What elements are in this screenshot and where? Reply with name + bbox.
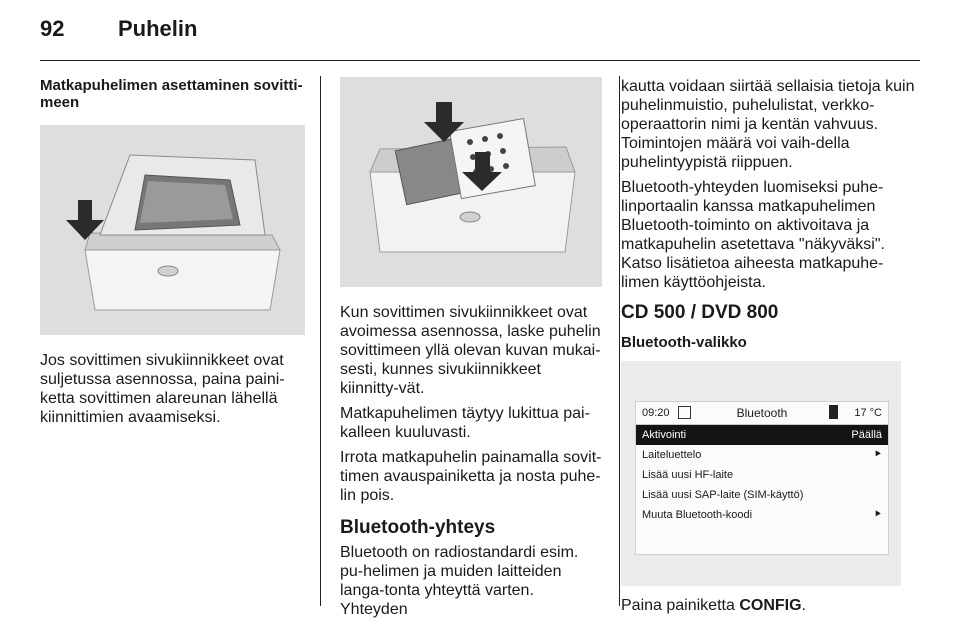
paragraph-open-clips: Jos sovittimen sivukiinnikkeet ovat suljetussa asennossa, paina paini-ketta sovittimen alareunan lähellä kiinnittimien avaamiseksi. (40, 352, 285, 426)
menu-title: Bluetooth (736, 406, 788, 420)
phone-insert-illustration (340, 77, 602, 287)
menu-item-value: Päällä (851, 429, 882, 441)
figure-phone-holder-closed (40, 125, 305, 335)
menu-item-activation[interactable] (636, 425, 888, 445)
chevron-right-icon: ⯈ (873, 449, 882, 461)
phone-holder-illustration (40, 125, 305, 335)
subheading-phone-insertion: Matkapuhelimen asettaminen sovitti-meen (40, 77, 303, 111)
menu-item-change-code[interactable] (636, 505, 888, 525)
column-3 (621, 77, 917, 621)
section-heading-bluetooth: Bluetooth-yhteys (340, 517, 496, 538)
menu-item-add-hf-device[interactable] (636, 465, 888, 485)
menu-item-device-list[interactable] (636, 445, 888, 465)
column-divider-2 (619, 76, 620, 606)
bluetooth-menu-figure (621, 361, 901, 586)
paragraph-bluetooth-connect: Bluetooth-yhteyden luomiseksi puhe-linportaalin kanssa matkapuhelimen Bluetooth-toiminto on aktivoitava ja matkapuhelin asetettava "näkyväksi". Katso lisätietoa aiheesta matkapuhe-limen käyttöohjeista. (621, 179, 885, 291)
chapter-title: Puhelin (118, 16, 198, 41)
menu-item-label: Laiteluettelo (642, 449, 702, 461)
bluetooth-menu-screen (635, 401, 889, 555)
phone-icon (829, 405, 838, 419)
menu-item-label: Aktivointi (642, 429, 687, 441)
menu-temperature: 17 °C (854, 407, 882, 419)
menu-status-bar (636, 402, 888, 425)
column-1 (40, 77, 305, 433)
paragraph-lower-phone: Kun sovittimen sivukiinnikkeet ovat avoimessa asennossa, laske puhelin sovittimeen yllä olevan kuvan mukai-sesti, kunnes sivukiinnikkeet kiinnitty-vät. (340, 304, 601, 397)
press-instruction: Paina painiketta (621, 597, 740, 614)
figure-phone-holder-open (340, 77, 602, 287)
paragraph-phone-lock: Matkapuhelimen täytyy lukittua pai-kalleen kuuluvasti. (340, 405, 590, 441)
paragraph-bluetooth-intro: Bluetooth on radiostandardi esim. pu-helimen ja muiden laitteiden langa-tonta yhteyttä varten. Yhteyden (340, 544, 579, 618)
section-heading-cd500: CD 500 / DVD 800 (621, 302, 779, 323)
config-button-label: CONFIG (739, 597, 802, 614)
header-rule (40, 60, 920, 61)
paragraph-remove-phone: Irrota matkapuhelin painamalla sovit-timen avauspainiketta ja nosta puhe-lin pois. (340, 449, 602, 504)
column-divider-1 (320, 76, 321, 606)
menu-item-add-sap-device[interactable] (636, 485, 888, 505)
menu-item-label: Lisää uusi SAP-laite (SIM-käyttö) (642, 489, 804, 501)
subheading-bluetooth-menu: Bluetooth-valikko (621, 334, 747, 351)
menu-clock: 09:20 (642, 407, 670, 419)
menu-item-label: Muuta Bluetooth-koodi (642, 509, 753, 521)
menu-item-label: Lisää uusi HF-laite (642, 469, 734, 481)
column-2 (340, 77, 602, 625)
paragraph-press-config (621, 596, 917, 615)
page-number: 92 (40, 16, 65, 41)
paragraph-bluetooth-transfer: kautta voidaan siirtää sellaisia tietoja kuin puhelinmuistio, puhelulistat, verkko-operaattorin nimi ja kentän vahvuus. Toimintojen määrä voi vaih-della puhelintyypistä riippuen. (621, 78, 915, 171)
chevron-right-icon: ⯈ (873, 509, 882, 521)
press-suffix: . (801, 597, 806, 614)
